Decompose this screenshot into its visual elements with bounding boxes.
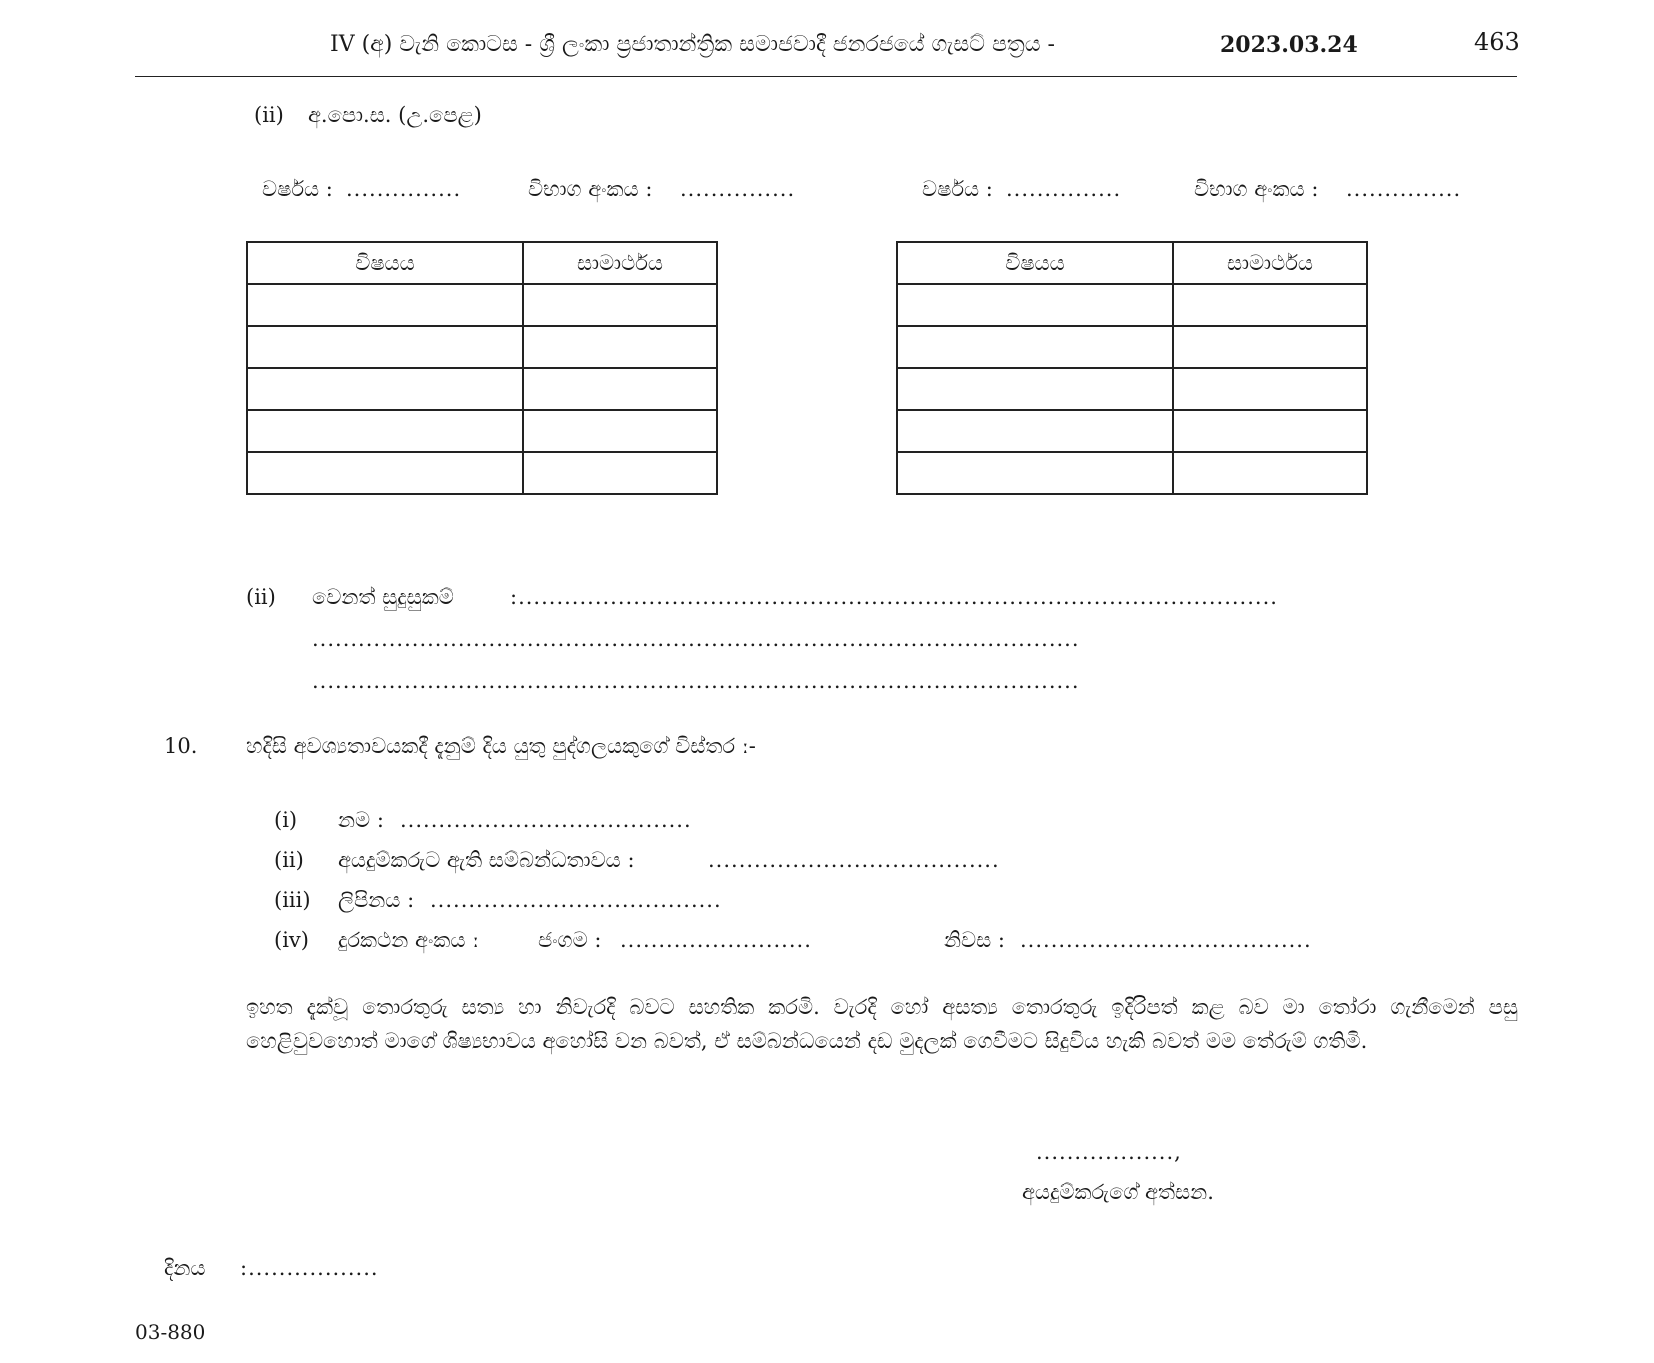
grade-cell[interactable] xyxy=(1173,452,1367,494)
footer-code: 03-880 xyxy=(135,1320,206,1344)
address-label: ලිපිනය : xyxy=(338,888,415,912)
grade-cell[interactable] xyxy=(1173,326,1367,368)
table-row xyxy=(247,410,717,452)
subject-cell[interactable] xyxy=(897,452,1173,494)
index-dots-left[interactable]: ............... xyxy=(680,177,796,201)
header-rule xyxy=(135,76,1517,77)
page-number: 463 xyxy=(1474,28,1520,56)
year-dots-right[interactable]: ............... xyxy=(1006,177,1122,201)
mobile-label: ජංගම : xyxy=(538,928,602,952)
table-row xyxy=(897,284,1367,326)
emergency-item-index: (iii) xyxy=(274,888,311,912)
grade-cell[interactable] xyxy=(523,284,717,326)
year-label-left: වර්ෂය : xyxy=(262,177,333,201)
relationship-dots[interactable]: ...................................... xyxy=(708,848,1000,872)
subject-cell[interactable] xyxy=(897,284,1173,326)
phone-label: දුරකථන අංකය ː xyxy=(338,928,480,952)
al-section-index: (ii) xyxy=(254,103,284,127)
date-dots[interactable]: :................. xyxy=(240,1256,379,1280)
table-header-subject: විෂයය xyxy=(897,242,1173,284)
table-header-grade: සාමාර්ථය xyxy=(1173,242,1367,284)
name-dots[interactable]: ...................................... xyxy=(400,808,692,832)
grade-cell[interactable] xyxy=(1173,368,1367,410)
table-row xyxy=(247,368,717,410)
results-table-left xyxy=(246,241,718,495)
subject-cell[interactable] xyxy=(247,410,523,452)
other-quals-dots-3[interactable]: .................................................................................................... xyxy=(312,669,1080,693)
gazette-header-title: IV (අ) වැනි කොටස - ශ්‍රී ලංකා ප්‍රජාතාන්ත්‍රික සමාජවාදී ජනරජයේ ගැසට් පත්‍රය - xyxy=(330,32,1055,57)
table-row xyxy=(897,368,1367,410)
emergency-item-index: (iv) xyxy=(274,928,309,952)
subject-cell[interactable] xyxy=(247,326,523,368)
grade-cell[interactable] xyxy=(523,368,717,410)
home-label: නිවස : xyxy=(944,928,1006,952)
other-quals-index: (ii) xyxy=(246,585,276,609)
year-dots-left[interactable]: ............... xyxy=(346,177,462,201)
subject-cell[interactable] xyxy=(247,452,523,494)
mobile-dots[interactable]: ......................... xyxy=(620,928,812,952)
other-quals-label: වෙනත් සුදුසුකම් xyxy=(312,585,454,609)
table-row xyxy=(897,410,1367,452)
other-quals-dots-1[interactable]: :................................................................................................... xyxy=(510,585,1278,609)
al-section-title: අ.පො.ස. (උ.පෙළ) xyxy=(308,103,482,127)
subject-cell[interactable] xyxy=(897,368,1173,410)
table-row xyxy=(897,326,1367,368)
table-row xyxy=(247,452,717,494)
index-label-right: විභාග අංකය : xyxy=(1194,177,1319,201)
other-quals-dots-2[interactable]: .................................................................................................... xyxy=(312,627,1080,651)
grade-cell[interactable] xyxy=(523,452,717,494)
results-table-right xyxy=(896,241,1368,495)
name-label: නම : xyxy=(338,808,384,832)
subject-cell[interactable] xyxy=(897,326,1173,368)
index-dots-right[interactable]: ............... xyxy=(1346,177,1462,201)
table-row xyxy=(897,452,1367,494)
date-label: දිනය xyxy=(164,1256,206,1280)
declaration-paragraph: ඉහත දැක්වූ තොරතුරු සත්‍ය හා නිවැරදි බවට සහතික කරමි. වැරදි හෝ අසත්‍ය තොරතුරු ඉදිරිපත් කළ බව මා තෝරා ගැනීමෙන් පසු හෙළිවුවහොත් මාගේ ශිෂ්‍යභාවය අහෝසි වන බවත්, ඒ සම්බන්ධයෙන් දඩ මුදලක් ගෙවීමට සිදුවිය හැකි බවත් මම තේරුම් ගතිමි. xyxy=(246,995,1518,1053)
signature-dots[interactable]: .................., xyxy=(1036,1140,1182,1164)
relationship-label: අයදුම්කරුට ඇති සම්බන්ධතාවය : xyxy=(338,848,635,872)
signature-label: අයදුම්කරුගේ අත්සන. xyxy=(1022,1180,1214,1204)
index-label-left: විභාග අංකය : xyxy=(528,177,653,201)
grade-cell[interactable] xyxy=(523,326,717,368)
table-header-grade: සාමාර්ථය xyxy=(523,242,717,284)
subject-cell[interactable] xyxy=(897,410,1173,452)
grade-cell[interactable] xyxy=(523,410,717,452)
year-label-right: වර්ෂය : xyxy=(922,177,993,201)
emergency-item-index: (ii) xyxy=(274,848,304,872)
section-10-number: 10. xyxy=(164,734,198,758)
emergency-item-index: (i) xyxy=(274,808,298,832)
gazette-header-date: 2023.03.24 xyxy=(1220,32,1358,58)
table-header-subject: විෂයය xyxy=(247,242,523,284)
grade-cell[interactable] xyxy=(1173,284,1367,326)
subject-cell[interactable] xyxy=(247,368,523,410)
home-dots[interactable]: ...................................... xyxy=(1020,928,1312,952)
section-10-heading: හදිසි අවශ්‍යතාවයකදී දැනුම් දිය යුතු පුද්ගලයකුගේ විස්තර ː- xyxy=(246,734,756,758)
table-row xyxy=(247,326,717,368)
subject-cell[interactable] xyxy=(247,284,523,326)
table-row xyxy=(247,284,717,326)
grade-cell[interactable] xyxy=(1173,410,1367,452)
address-dots[interactable]: ...................................... xyxy=(430,888,722,912)
